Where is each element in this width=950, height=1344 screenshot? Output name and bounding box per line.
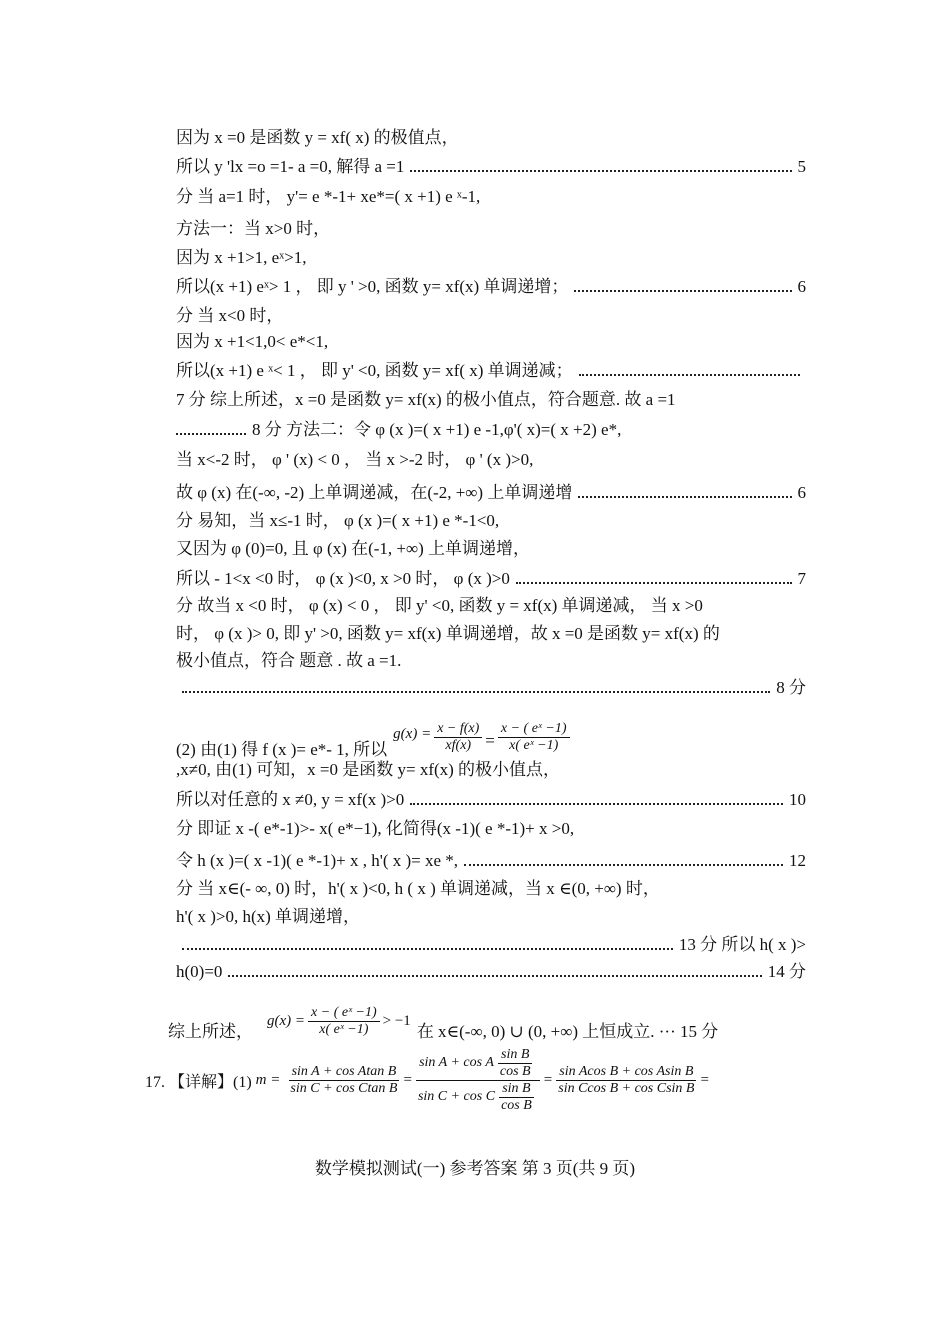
text-line bbox=[176, 907, 806, 927]
g-label: g(x) = bbox=[393, 726, 432, 742]
text-line bbox=[176, 651, 806, 671]
fraction-num: sin Acos B + cos Asin B bbox=[556, 1064, 696, 1081]
equals: = bbox=[700, 1071, 709, 1088]
equals: = bbox=[403, 1071, 412, 1088]
line-text: 分 当 x<0 时， bbox=[176, 306, 284, 325]
score-mark: 10 bbox=[789, 790, 806, 809]
score-mark: 13 分 所以 h( x )> bbox=[678, 935, 806, 954]
dot-leader bbox=[182, 691, 770, 693]
fraction-den: x( eˣ −1) bbox=[319, 1021, 369, 1037]
text-line bbox=[176, 678, 806, 698]
text-line bbox=[176, 277, 806, 297]
line-text: 所以 - 1<x <0 时， φ (x )<0, x >0 时， φ (x )>0 bbox=[176, 569, 510, 588]
score-mark: 14 分 bbox=[767, 962, 806, 981]
dot-leader bbox=[574, 290, 791, 292]
q17-line bbox=[145, 1042, 709, 1118]
fraction-num: sin A + cos Atan B bbox=[289, 1064, 400, 1081]
text-line bbox=[176, 248, 806, 268]
line-text: 分 易知，当 x≤-1 时， φ (x )=( x +1) e *-1<0, bbox=[176, 511, 500, 530]
line-text: 故 φ (x) 在(-∞, -2) 上单调递减，在(-2, +∞) 上单调递增 bbox=[176, 483, 573, 502]
text-line bbox=[176, 361, 806, 381]
fraction-num: sin B bbox=[498, 1047, 532, 1064]
line-text: 时， φ (x )> 0, 即 y' >0, 函数 y= xf(x) 单调递增，故 x =0 是函数 y= xf(x) 的 bbox=[176, 624, 720, 643]
dot-leader bbox=[516, 582, 792, 584]
score-mark: 8 分 bbox=[776, 678, 806, 697]
text-line bbox=[176, 128, 806, 148]
dot-leader bbox=[228, 975, 761, 977]
text-line bbox=[176, 790, 806, 810]
fraction-num: x − f(x) bbox=[434, 721, 482, 738]
text-line bbox=[176, 219, 806, 239]
text-line bbox=[176, 879, 806, 899]
line-text: 所以 y 'lx =o =1- a =0, 解得 a =1 bbox=[176, 157, 405, 176]
fraction-num bbox=[416, 1047, 540, 1081]
line-text: 因为 x +1>1, eˣ>1, bbox=[176, 248, 307, 267]
page-footer: 数学模拟测试(一) 参考答案 第 3 页(共 9 页) bbox=[314, 1159, 636, 1178]
text-line bbox=[176, 157, 806, 177]
fraction-num: x − ( eˣ −1) bbox=[308, 1005, 380, 1022]
line-text: 所以(x +1) eˣ> 1 ， 即 y ' >0, 函数 y= xf(x) 单调递增； bbox=[176, 277, 569, 296]
tanB-fraction bbox=[497, 1047, 534, 1080]
line-text: 因为 x =0 是函数 y = xf( x) 的极值点， bbox=[176, 128, 459, 147]
inequality: > −1 bbox=[382, 1013, 411, 1029]
line-text: ,x≠0, 由(1) 可知，x =0 是函数 y= xf(x) 的极小值点， bbox=[176, 760, 561, 779]
text: sin C + cos C bbox=[417, 1089, 496, 1104]
dot-leader bbox=[182, 948, 673, 950]
text-line bbox=[176, 760, 806, 780]
fraction-den: cos B bbox=[499, 1063, 531, 1079]
text-line bbox=[176, 187, 806, 207]
line-text: 令 h (x )=( x -1)( e *-1)+ x , h'( x )= xe *, bbox=[176, 851, 459, 870]
line-text: h(0)=0 bbox=[176, 962, 223, 981]
fraction-den: sin C + cos Ctan B bbox=[290, 1080, 398, 1096]
dot-leader bbox=[410, 803, 783, 805]
text-line bbox=[176, 962, 806, 982]
fraction-den: cos B bbox=[501, 1097, 532, 1113]
part2-lead: (2) 由(1) 得 f (x )= e*- 1, 所以 bbox=[176, 740, 388, 759]
fraction-2 bbox=[498, 721, 570, 754]
text: sin A + cos A bbox=[419, 1055, 494, 1070]
line-text: 极小值点，符合 题意 . 故 a =1. bbox=[176, 651, 402, 670]
text-line bbox=[176, 624, 806, 644]
dot-leader bbox=[464, 864, 783, 866]
fraction-den: sin Ccos B + cos Csin B bbox=[558, 1080, 695, 1096]
line-text: 因为 x +1<1,0< e*<1, bbox=[176, 332, 329, 351]
line-text: 当 x<-2 时， φ ' (x) < 0 ， 当 x >-2 时， φ ' (x )>0, bbox=[176, 450, 534, 469]
line-text: 又因为 φ (0)=0, 且 φ (x) 在(-1, +∞) 上单调递增， bbox=[176, 539, 531, 558]
dot-leader bbox=[410, 170, 791, 172]
summary-lead: 综上所述， bbox=[168, 1022, 253, 1041]
dot-leader bbox=[579, 374, 800, 376]
text-line bbox=[176, 390, 806, 410]
text-line bbox=[176, 483, 806, 503]
q17-label: 17. 【详解】(1) bbox=[145, 1073, 252, 1091]
line-text: 所以(x +1) e ˣ< 1 ， 即 y' <0, 函数 y= xf( x) 单调递减； bbox=[176, 361, 573, 380]
line-text: 所以对任意的 x ≠0, y = xf(x )>0 bbox=[176, 790, 405, 809]
text-line bbox=[176, 332, 806, 352]
fraction-1 bbox=[434, 721, 482, 754]
summary-line bbox=[168, 1000, 818, 1042]
summary-tail: 在 x∈(-∞, 0) ∪ (0, +∞) 上恒成立. ··· 15 分 bbox=[416, 1022, 719, 1041]
summary-fraction bbox=[308, 1005, 380, 1038]
text-line bbox=[176, 935, 806, 955]
m-label: m = bbox=[255, 1071, 281, 1088]
g-label: g(x) = bbox=[267, 1013, 306, 1029]
fraction-den bbox=[415, 1081, 541, 1114]
q17-fraction-b bbox=[415, 1047, 541, 1114]
score-mark: 7 bbox=[797, 569, 806, 588]
text-line bbox=[176, 539, 806, 559]
dot-leader bbox=[578, 496, 791, 498]
equals: = bbox=[485, 731, 495, 750]
fraction-den: xf(x) bbox=[445, 737, 472, 753]
tanB-fraction bbox=[498, 1081, 535, 1114]
line-text: 分 当 x∈(- ∞, 0) 时，h'( x )<0, h ( x ) 单调递减，当 x ∈(0, +∞) 时， bbox=[176, 879, 660, 898]
equals: = bbox=[543, 1071, 553, 1088]
line-text: 分 故当 x <0 时， φ (x) < 0 ， 即 y' <0, 函数 y = xf(x) 单调递减， 当 x >0 bbox=[176, 596, 703, 615]
line-text: 方法一：当 x>0 时， bbox=[176, 219, 331, 238]
score-mark: 12 bbox=[789, 851, 806, 870]
text-line bbox=[176, 596, 806, 616]
dot-leader bbox=[176, 433, 246, 435]
score-mark: 8 分 方法二：令 φ (x )=( x +1) e -1,φ'( x)=( x +2) e*, bbox=[252, 420, 622, 439]
q17-fraction-c bbox=[555, 1064, 697, 1097]
score-mark: 6 bbox=[797, 483, 806, 502]
text-line bbox=[176, 819, 806, 839]
text-line bbox=[176, 306, 806, 326]
part2-line bbox=[176, 722, 806, 760]
text-line bbox=[176, 851, 806, 871]
text-line bbox=[176, 569, 806, 589]
line-text: 分 即证 x -( e*-1)>- x( e*−1), 化简得(x -1)( e *-1)+ x >0, bbox=[176, 819, 575, 838]
fraction-den: x( eˣ −1) bbox=[509, 737, 559, 753]
score-mark: 6 bbox=[797, 277, 806, 296]
line-text: h'( x )>0, h(x) 单调递增， bbox=[176, 907, 361, 926]
line-text: 7 分 综上所述，x =0 是函数 y= xf(x) 的极小值点，符合题意. 故 a =1 bbox=[176, 390, 676, 409]
fraction-num: x − ( eˣ −1) bbox=[498, 721, 570, 738]
q17-fraction-a bbox=[287, 1064, 400, 1097]
text-line bbox=[176, 450, 806, 470]
fraction-num: sin B bbox=[499, 1081, 533, 1098]
text-line bbox=[176, 420, 806, 440]
line-text: 分 当 a=1 时， y'= e *-1+ xe*=( x +1) e ˣ-1, bbox=[176, 187, 481, 206]
text-line bbox=[176, 511, 806, 531]
score-mark: 5 bbox=[797, 157, 806, 176]
